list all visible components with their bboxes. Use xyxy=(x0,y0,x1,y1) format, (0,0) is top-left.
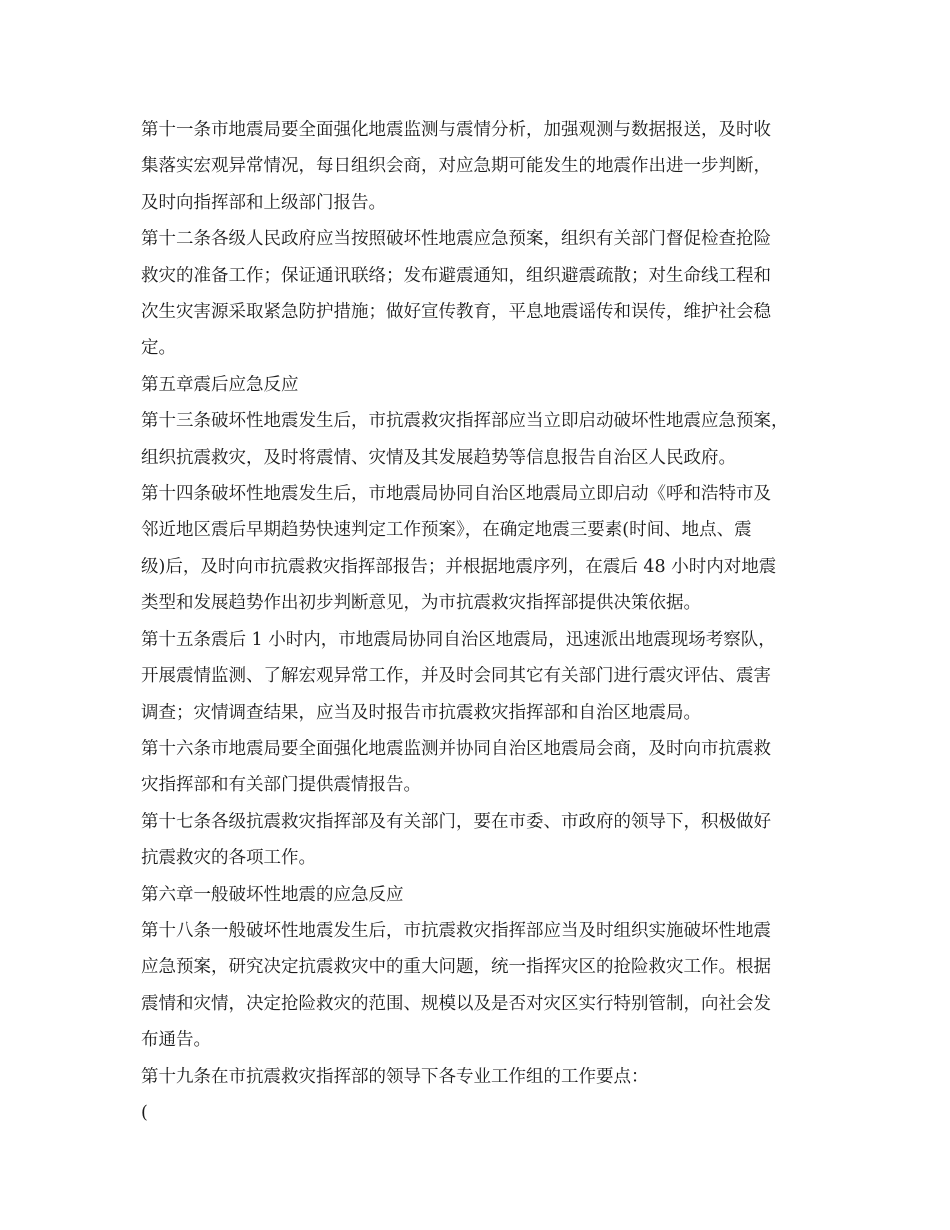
article-13-paragraph: 第十三条破坏性地震发生后，市抗震救灾指挥部应当立即启动破坏性地震应急预案， 组织抗震救灾，及时将震情、灾情及其发展趋势等信息报告自治区人民政府。 xyxy=(141,411,789,468)
article-14-paragraph: 第十四条破坏性地震发生后，市地震局协同自治区地震局立即启动《呼和浩特市及 邻近地区震后早期趋势快速判定工作预案》，在确定地震三要素(时间、地点、震 级)后，及时向市抗震救灾指挥部报告；并根据地震序列，在震后 48 小时内对地震 类型和发展趋势作出初步判断意见，为市抗震救灾指挥部提供决策依据。 xyxy=(141,484,777,614)
article-18-paragraph: 第十八条一般破坏性地震发生后，市抗震救灾指挥部应当及时组织实施破坏性地震 应急预案，研究决定抗震救灾中的重大问题，统一指挥灾区的抢险救灾工作。根据 震情和灾情，决定抢险救灾的范围、规模以及是否对灾区实行特别管制，向社会发 布通告。 xyxy=(141,920,771,1051)
article-11-paragraph: 第十一条市地震局要全面强化地震监测与震情分析，加强观测与数据报送，及时收 集落实宏观异常情况，每日组织会商，对应急期可能发生的地震作出进一步判断， 及时向指挥部和上级部门报告。 xyxy=(141,120,771,213)
chapter-6-heading: 第六章一般破坏性地震的应急反应 xyxy=(141,884,404,905)
article-17-paragraph: 第十七条各级抗震救灾指挥部及有关部门，要在市委、市政府的领导下，积极做好 抗震救灾的各项工作。 xyxy=(141,811,771,869)
article-16-paragraph: 第十六条市地震局要全面强化地震监测并协同自治区地震局会商，及时向市抗震救 灾指挥部和有关部门提供震情报告。 xyxy=(141,738,771,796)
article-19-paragraph: 第十九条在市抗震救灾指挥部的领导下各专业工作组的工作要点： xyxy=(141,1066,649,1087)
article-15-paragraph: 第十五条震后 1 小时内，市地震局协同自治区地震局，迅速派出地震现场考察队， 开展震情监测、了解宏观异常工作，并及时会同其它有关部门进行震灾评估、震害 调查；灾情调查结果，应当及时报告市抗震救灾指挥部和自治区地震局。 xyxy=(141,629,776,723)
list-start-paragraph: ( xyxy=(141,1102,148,1123)
article-12-paragraph: 第十二条各级人民政府应当按照破坏性地震应急预案，组织有关部门督促检查抢险 救灾的准备工作；保证通讯联络；发布避震通知，组织避震疏散；对生命线工程和 次生灾害源采取紧急防护措施；做好宣传教育，平息地震谣传和误传，维护社会稳 定。 xyxy=(141,229,771,359)
document-body xyxy=(141,112,821,1131)
chapter-5-heading: 第五章震后应急反应 xyxy=(141,374,299,395)
